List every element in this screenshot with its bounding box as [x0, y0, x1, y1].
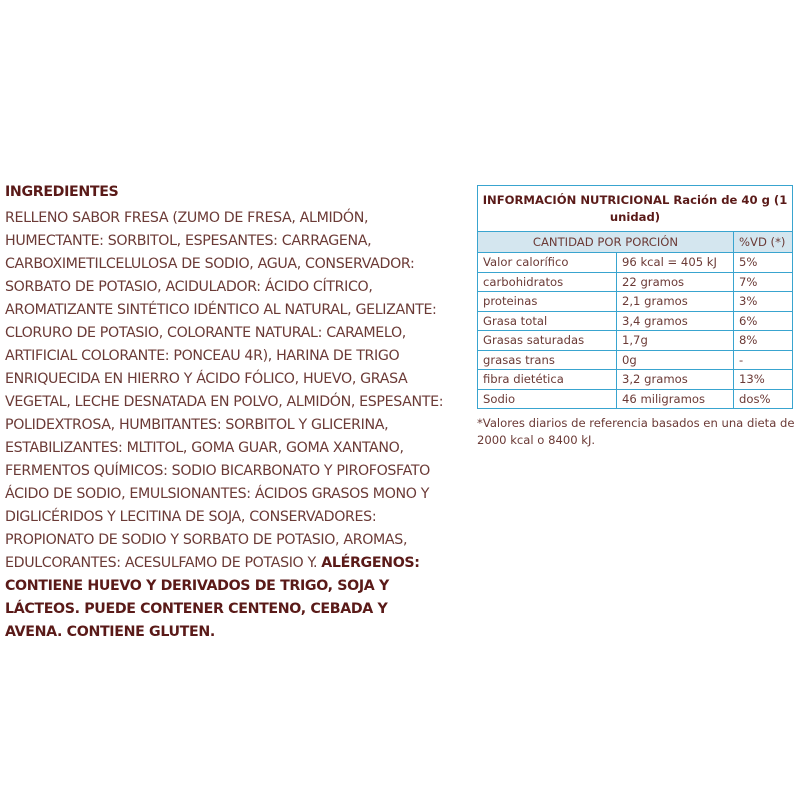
nutrient-amount: 1,7g — [617, 331, 734, 351]
nutrient-amount: 22 gramos — [617, 272, 734, 292]
nutrient-dv: 5% — [734, 253, 793, 273]
table-row — [478, 272, 793, 292]
table-row — [478, 311, 793, 331]
table-row — [478, 370, 793, 390]
nutrient-amount: 2,1 gramos — [617, 292, 734, 312]
nutrient-name: Sodio — [478, 389, 617, 409]
table-row — [478, 350, 793, 370]
ingredients-heading: INGREDIENTES — [5, 184, 119, 200]
nutrient-dv: 3% — [734, 292, 793, 312]
ingredients-text — [5, 207, 445, 644]
nutrient-amount: 0g — [617, 350, 734, 370]
nutrition-header-row — [478, 232, 793, 253]
nutrient-name: carbohidratos — [478, 272, 617, 292]
nutrient-name: Grasa total — [478, 311, 617, 331]
header-dv: %VD (*) — [734, 232, 793, 253]
nutrient-dv: dos% — [734, 389, 793, 409]
table-row — [478, 292, 793, 312]
nutrient-dv: 6% — [734, 311, 793, 331]
nutrient-name: Grasas saturadas — [478, 331, 617, 351]
nutrient-name: proteinas — [478, 292, 617, 312]
nutrient-amount: 46 miligramos — [617, 389, 734, 409]
allergens-text: ALÉRGENOS: CONTIENE HUEVO Y DERIVADOS DE TRIGO, SOJA Y LÁCTEOS. PUEDE CONTENER CENTENO, CEBADA Y AVENA. CONTIENE GLUTEN. — [5, 555, 420, 640]
nutrient-name: grasas trans — [478, 350, 617, 370]
table-row — [478, 331, 793, 351]
header-amount: CANTIDAD POR PORCIÓN — [478, 232, 734, 253]
nutrition-title: INFORMACIÓN NUTRICIONAL Ración de 40 g (1 unidad) — [478, 186, 793, 232]
nutrient-amount: 3,2 gramos — [617, 370, 734, 390]
ingredients-body: RELLENO SABOR FRESA (ZUMO DE FRESA, ALMIDÓN, HUMECTANTE: SORBITOL, ESPESANTES: CARRAGENA, CARBOXIMETILCELULOSA DE SODIO, AGUA, CONSERVADOR: SORBATO DE POTASIO, ACIDULADOR: ÁCIDO CÍTRICO, AROMATIZANTE SINTÉTICO IDÉNTICO AL NATURAL, GELIZANTE: CLORURO DE POTASIO, COLORANTE NATURAL: CARAMELO, ARTIFICIAL COLORANTE: PONCEAU 4R), HARINA DE TRIGO ENRIQUECIDA EN HIERRO Y ÁCIDO FÓLICO, HUEVO, GRASA VEGETAL, LECHE DESNATADA EN POLVO, ALMIDÓN, ESPESANTE: POLIDEXTROSA, HUMBITANTES: SORBITOL Y GLICERINA, ESTABILIZANTES: MLTITOL, GOMA GUAR, GOMA XANTANO, FERMENTOS QUÍMICOS: SODIO BICARBONATO Y PIROFOSFATO ÁCIDO DE SODIO, EMULSIONANTES: ÁCIDOS GRASOS MONO Y DIGLICÉRIDOS Y LECITINA DE SOJA, CONSERVADORES: PROPIONATO DE SODIO Y SORBATO DE POTASIO, AROMAS, EDULCORANTES: ACESULFAMO DE POTASIO Y. — [5, 210, 444, 571]
footnote: *Valores diarios de referencia basados en una dieta de 2000 kcal o 8400 kJ. — [477, 416, 795, 447]
nutrient-dv: 8% — [734, 331, 793, 351]
nutrition-table — [477, 185, 793, 409]
nutrient-name: fibra dietética — [478, 370, 617, 390]
nutrient-amount: 96 kcal = 405 kJ — [617, 253, 734, 273]
nutrient-dv: 7% — [734, 272, 793, 292]
nutrient-name: Valor calorífico — [478, 253, 617, 273]
nutrient-amount: 3,4 gramos — [617, 311, 734, 331]
nutrient-dv: 13% — [734, 370, 793, 390]
ingredients-section — [5, 181, 445, 644]
table-row — [478, 253, 793, 273]
table-row — [478, 389, 793, 409]
nutrient-dv: - — [734, 350, 793, 370]
